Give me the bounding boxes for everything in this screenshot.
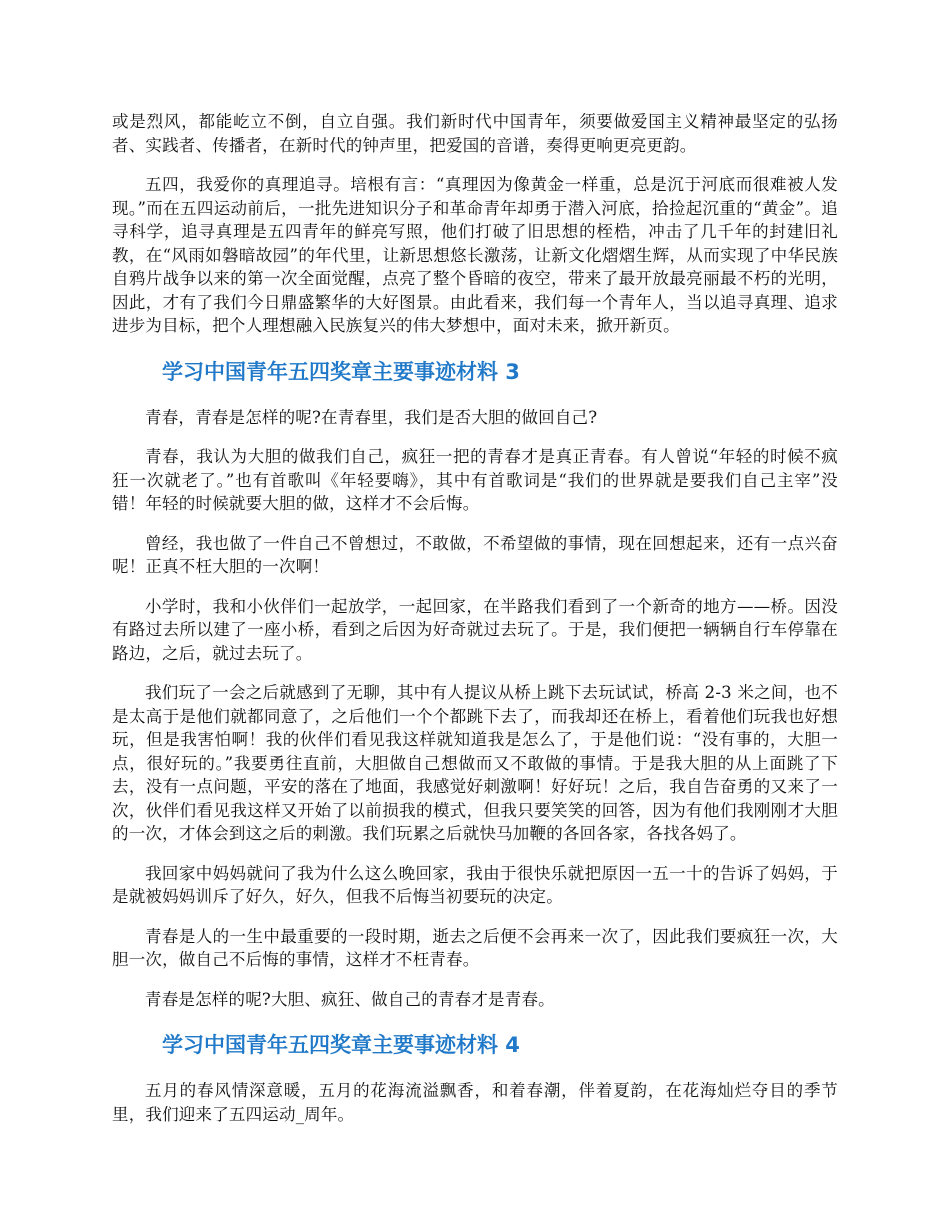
paragraph: 青春，我认为大胆的做我们自己，疯狂一把的青春才是真正青春。有人曾说“年轻的时候不疯狂一次就老了。”也有首歌叫《年轻要嗨》，其中有首歌词是“我们的世界就是要我们自己主宰”没错！年轻的时候就要大胆的做，这样才不会后悔。 (112, 447, 838, 513)
paragraph: 我们玩了一会之后就感到了无聊，其中有人提议从桥上跳下去玩试试，桥高 2-3 米之间，也不是太高于是他们就都同意了，之后他们一个个都跳下去了，而我却还在桥上，看着他们玩我也好想玩，但是我害怕啊！我的伙伴们看见我这样就知道我是怎么了，于是他们说：“没有事的，大胆一点，很好玩的。”我要勇往直前，大胆做自己想做而又不敢做的事情。于是我大胆的从上面跳了下去，没有一点问题，平安的落在了地面，我感觉好刺激啊！好好玩！之后，我自告奋勇的又来了一次，伙伴们看见我这样又开始了以前损我的模式，但我只要笑笑的回答，因为有他们我刚刚才大胆的一次，才体会到这之后的刺激。我们玩累之后就快马加鞭的各回各家，各找各妈了。 (112, 683, 838, 843)
paragraph: 五月的春风情深意暖，五月的花海流溢飘香，和着春潮，伴着夏韵，在花海灿烂夺目的季节里，我们迎来了五四运动_周年。 (112, 1081, 838, 1124)
paragraph: 五四，我爱你的真理追寻。培根有言：“真理因为像黄金一样重，总是沉于河底而很难被人发现。”而在五四运动前后，一批先进知识分子和革命青年却勇于潜入河底，拾捡起沉重的“黄金”。追寻科学，追寻真理是五四青年的鲜亮写照，他们打破了旧思想的桎梏，冲击了几千年的封建旧礼教，在“风雨如磐暗故园”的年代里，让新思想悠长激荡，让新文化熠熠生辉，从而实现了中华民族自鸦片战争以来的第一次全面觉醒，点亮了整个昏暗的夜空，带来了最开放最亮丽最不朽的光明，因此，才有了我们今日鼎盛繁华的大好图景。由此看来，我们每一个青年人，当以追寻真理、追求进步为目标，把个人理想融入民族复兴的伟大梦想中，面对未来，掀开新页。 (112, 175, 838, 335)
paragraph: 曾经，我也做了一件自己不曾想过，不敢做，不希望做的事情，现在回想起来，还有一点兴奋呢！正真不枉大胆的一次啊！ (112, 533, 838, 576)
paragraph: 或是烈风，都能屹立不倒，自立自强。我们新时代中国青年，须要做爱国主义精神最坚定的弘扬者、实践者、传播者，在新时代的钟声里，把爱国的音谱，奏得更响更亮更韵。 (112, 112, 838, 155)
paragraph: 小学时，我和小伙伴们一起放学，一起回家，在半路我们看到了一个新奇的地方——桥。因没有路过去所以建了一座小桥，看到之后因为好奇就过去玩了。于是，我们便把一辆辆自行车停靠在路边，之后，就过去玩了。 (112, 596, 838, 663)
paragraph: 青春是怎样的呢?大胆、疯狂、做自己的青春才是青春。 (145, 989, 555, 1009)
paragraph: 我回家中妈妈就问了我为什么这么晚回家，我由于很快乐就把原因一五一十的告诉了妈妈，于是就被妈妈训斥了好久，好久，但我不后悔当初要玩的决定。 (112, 863, 838, 906)
paragraph: 青春是人的一生中最重要的一段时期，逝去之后便不会再来一次了，因此我们要疯狂一次，大胆一次，做自己不后悔的事情，这样才不枉青春。 (112, 926, 838, 969)
paragraph: 青春，青春是怎样的呢?在青春里，我们是否大胆的做回自己? (145, 407, 598, 427)
section-heading-4: 学习中国青年五四奖章主要事迹材料 4 (162, 1033, 520, 1057)
section-heading-3: 学习中国青年五四奖章主要事迹材料 3 (162, 359, 520, 384)
